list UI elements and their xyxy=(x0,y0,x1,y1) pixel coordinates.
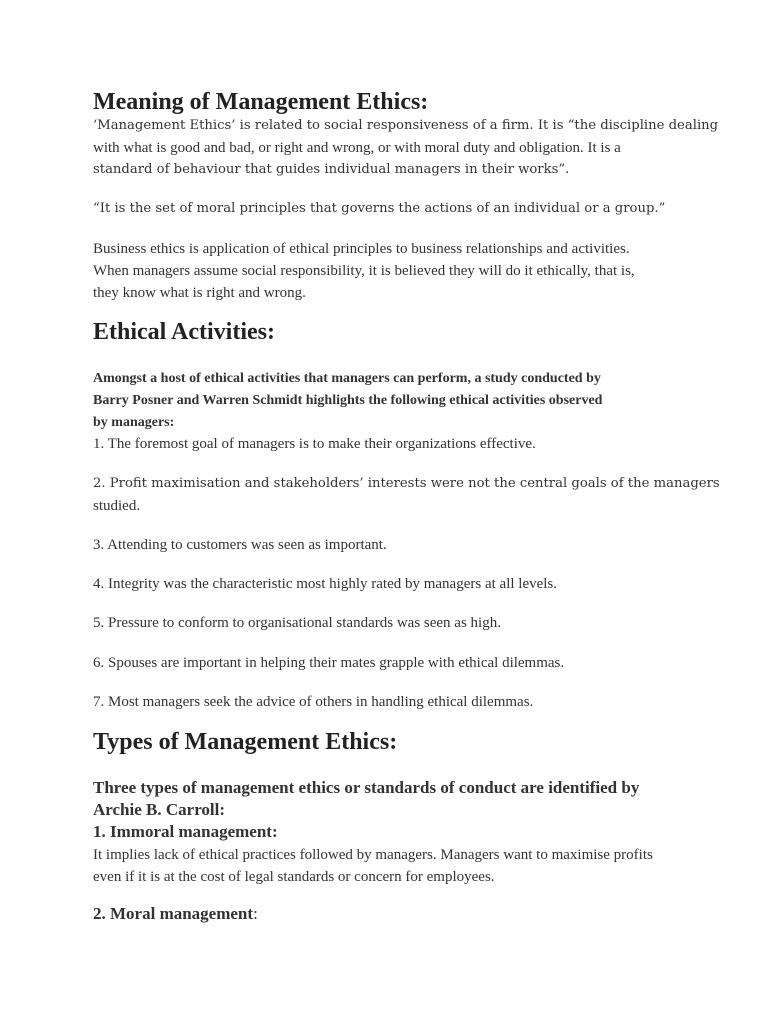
subheading-colon: : xyxy=(253,904,258,923)
paragraph-line: Amongst a host of ethical activities that managers can perform, a study conducted by xyxy=(93,371,601,386)
paragraph-line: Archie B. Carroll: xyxy=(93,800,226,819)
list-item: 7. Most managers seek the advice of others in handling ethical dilemmas. xyxy=(93,694,534,710)
list-item: 4. Integrity was the characteristic most highly rated by managers at all levels. xyxy=(93,576,558,592)
subheading-moral-management xyxy=(93,903,258,925)
paragraph-line: Barry Posner and Warren Schmidt highlights the following ethical activities observed xyxy=(93,393,603,408)
paragraph-line: by managers: xyxy=(93,415,175,430)
subheading-moral-management-label: 2. Moral management xyxy=(93,904,254,923)
list-item: 6. Spouses are important in helping their mates grapple with ethical dilemmas. xyxy=(93,655,565,671)
section-heading-meaning: Meaning of Management Ethics: xyxy=(93,89,429,115)
paragraph-line: Business ethics is application of ethical principles to business relationships and activities. xyxy=(93,241,630,257)
paragraph-line: When managers assume social responsibility, it is believed they will do it ethically, that is, xyxy=(93,263,635,279)
paragraph-line: even if it is at the cost of legal standards or concern for employees. xyxy=(93,869,495,885)
paragraph-line: with what is good and bad, or right and wrong, or with moral duty and obligation. It is a xyxy=(93,140,621,156)
subheading-immoral-management: 1. Immoral management: xyxy=(93,822,278,841)
paragraph-line: ‘Management Ethics’ is related to social responsiveness of a firm. It is “the discipline dealing xyxy=(93,118,719,133)
section-heading-types: Types of Management Ethics: xyxy=(93,729,398,755)
paragraph-line: Three types of management ethics or standards of conduct are identified by xyxy=(93,778,640,797)
paragraph-line: standard of behaviour that guides individual managers in their works”. xyxy=(93,162,570,177)
list-item: 2. Profit maximisation and stakeholders’ interests were not the central goals of the managers xyxy=(93,476,720,491)
paragraph-line: they know what is right and wrong. xyxy=(93,285,306,301)
quote-line: “It is the set of moral principles that governs the actions of an individual or a group.” xyxy=(93,201,666,216)
section-heading-ethical-activities: Ethical Activities: xyxy=(93,319,275,345)
list-item: 3. Attending to customers was seen as important. xyxy=(93,537,387,553)
list-item-continuation: studied. xyxy=(93,498,141,514)
list-item: 5. Pressure to conform to organisational standards was seen as high. xyxy=(93,615,501,631)
paragraph-line: It implies lack of ethical practices followed by managers. Managers want to maximise profits xyxy=(93,847,653,863)
list-item: 1. The foremost goal of managers is to make their organizations effective. xyxy=(93,436,536,452)
